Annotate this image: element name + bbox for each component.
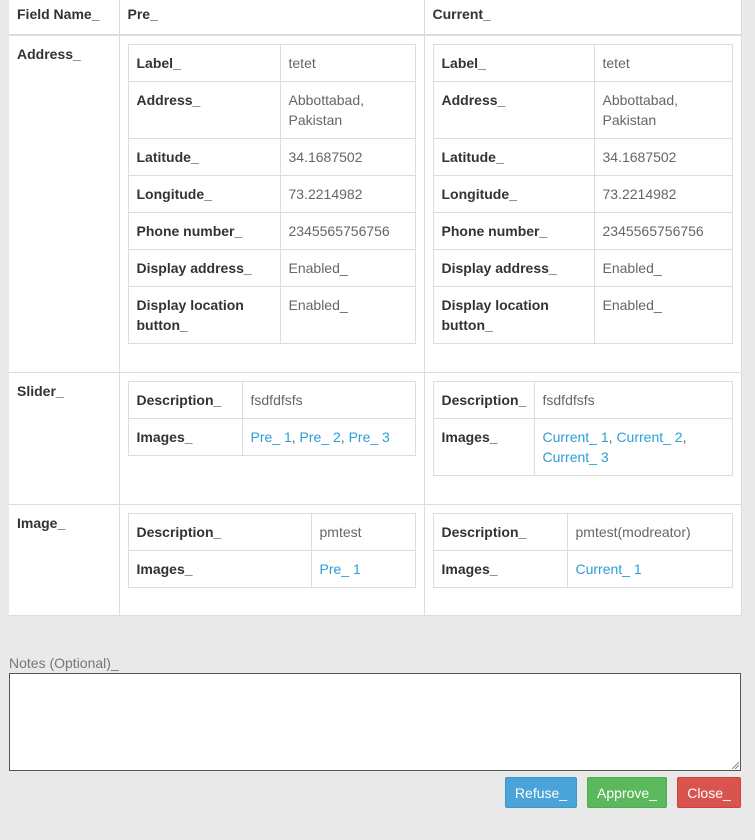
pre-address-cell	[119, 35, 424, 373]
current-slider-image-link-3[interactable]: Current_ 3	[542, 449, 609, 465]
pre-slider-image-link-3[interactable]: Pre_ 3	[348, 429, 390, 445]
pre-image-images	[311, 551, 415, 588]
current-slider-description-key: Description_	[433, 382, 534, 419]
pre-display-location-value: Enabled_	[280, 287, 415, 344]
pre-address-key: Address_	[128, 82, 280, 139]
resize-grip-icon[interactable]	[731, 761, 739, 769]
header-field-name: Field Name_	[9, 0, 119, 35]
current-display-location-key: Display location button_	[433, 287, 594, 344]
current-image-description-key: Description_	[433, 514, 567, 551]
current-longitude-value: 73.2214982	[594, 176, 732, 213]
header-current: Current_	[424, 0, 741, 35]
current-phone-key: Phone number_	[433, 213, 594, 250]
current-slider-table	[433, 381, 733, 476]
pre-address-value: Abbottabad, Pakistan	[280, 82, 415, 139]
table-row-slider	[9, 373, 741, 505]
current-address-key: Address_	[433, 82, 594, 139]
current-latitude-key: Latitude_	[433, 139, 594, 176]
current-longitude-key: Longitude_	[433, 176, 594, 213]
current-address-value: Abbottabad, Pakistan	[594, 82, 732, 139]
pre-slider-description-value: fsdfdfsfs	[242, 382, 415, 419]
table-row-address	[9, 35, 741, 373]
current-address-table	[433, 44, 733, 344]
current-display-address-key: Display address_	[433, 250, 594, 287]
pre-slider-description-key: Description_	[128, 382, 242, 419]
notes-textarea[interactable]	[9, 673, 741, 771]
current-image-table	[433, 513, 733, 588]
table-row-image	[9, 505, 741, 616]
pre-label-value: tetet	[280, 45, 415, 82]
current-latitude-value: 34.1687502	[594, 139, 732, 176]
current-slider-cell	[424, 373, 741, 505]
current-phone-value: 2345565756756	[594, 213, 732, 250]
close-button[interactable]: Close_	[677, 777, 741, 808]
pre-slider-images: Pre_ 1, Pre_ 2, Pre_ 3	[242, 419, 415, 456]
pre-latitude-value: 34.1687502	[280, 139, 415, 176]
current-display-location-value: Enabled_	[594, 287, 732, 344]
current-slider-image-link-1[interactable]: Current_ 1	[542, 429, 609, 445]
pre-label-key: Label_	[128, 45, 280, 82]
pre-address-table	[128, 44, 416, 344]
current-slider-description-value: fsdfdfsfs	[534, 382, 732, 419]
current-slider-images: Current_ 1, Current_ 2, Current_ 3	[534, 419, 732, 476]
pre-longitude-value: 73.2214982	[280, 176, 415, 213]
current-image-images	[567, 551, 732, 588]
current-label-value: tetet	[594, 45, 732, 82]
refuse-button[interactable]: Refuse_	[505, 777, 577, 808]
pre-slider-image-link-1[interactable]: Pre_ 1	[250, 429, 292, 445]
pre-slider-image-link-2[interactable]: Pre_ 2	[299, 429, 341, 445]
current-address-cell	[424, 35, 741, 373]
pre-display-address-value: Enabled_	[280, 250, 415, 287]
current-image-cell	[424, 505, 741, 616]
current-display-address-value: Enabled_	[594, 250, 732, 287]
current-image-images-key: Images_	[433, 551, 567, 588]
field-name-image: Image_	[9, 505, 119, 616]
pre-slider-table	[128, 381, 416, 456]
pre-image-description-key: Description_	[128, 514, 311, 551]
pre-phone-key: Phone number_	[128, 213, 280, 250]
pre-phone-value: 2345565756756	[280, 213, 415, 250]
field-name-address: Address_	[9, 35, 119, 373]
pre-image-description-value: pmtest	[311, 514, 415, 551]
pre-image-cell	[119, 505, 424, 616]
pre-display-address-key: Display address_	[128, 250, 280, 287]
notes-label: Notes (Optional)_	[9, 655, 119, 671]
current-slider-images-key: Images_	[433, 419, 534, 476]
pre-image-images-key: Images_	[128, 551, 311, 588]
current-image-link-1[interactable]: Current_ 1	[575, 561, 642, 577]
review-table	[9, 0, 742, 616]
current-slider-image-link-2[interactable]: Current_ 2	[616, 429, 683, 445]
current-image-description-value: pmtest(modreator)	[567, 514, 732, 551]
header-pre: Pre_	[119, 0, 424, 35]
current-label-key: Label_	[433, 45, 594, 82]
pre-slider-cell	[119, 373, 424, 505]
pre-display-location-key: Display location button_	[128, 287, 280, 344]
pre-image-table	[128, 513, 416, 588]
field-name-slider: Slider_	[9, 373, 119, 505]
pre-latitude-key: Latitude_	[128, 139, 280, 176]
pre-longitude-key: Longitude_	[128, 176, 280, 213]
pre-slider-images-key: Images_	[128, 419, 242, 456]
approve-button[interactable]: Approve_	[587, 777, 667, 808]
pre-image-link-1[interactable]: Pre_ 1	[319, 561, 361, 577]
